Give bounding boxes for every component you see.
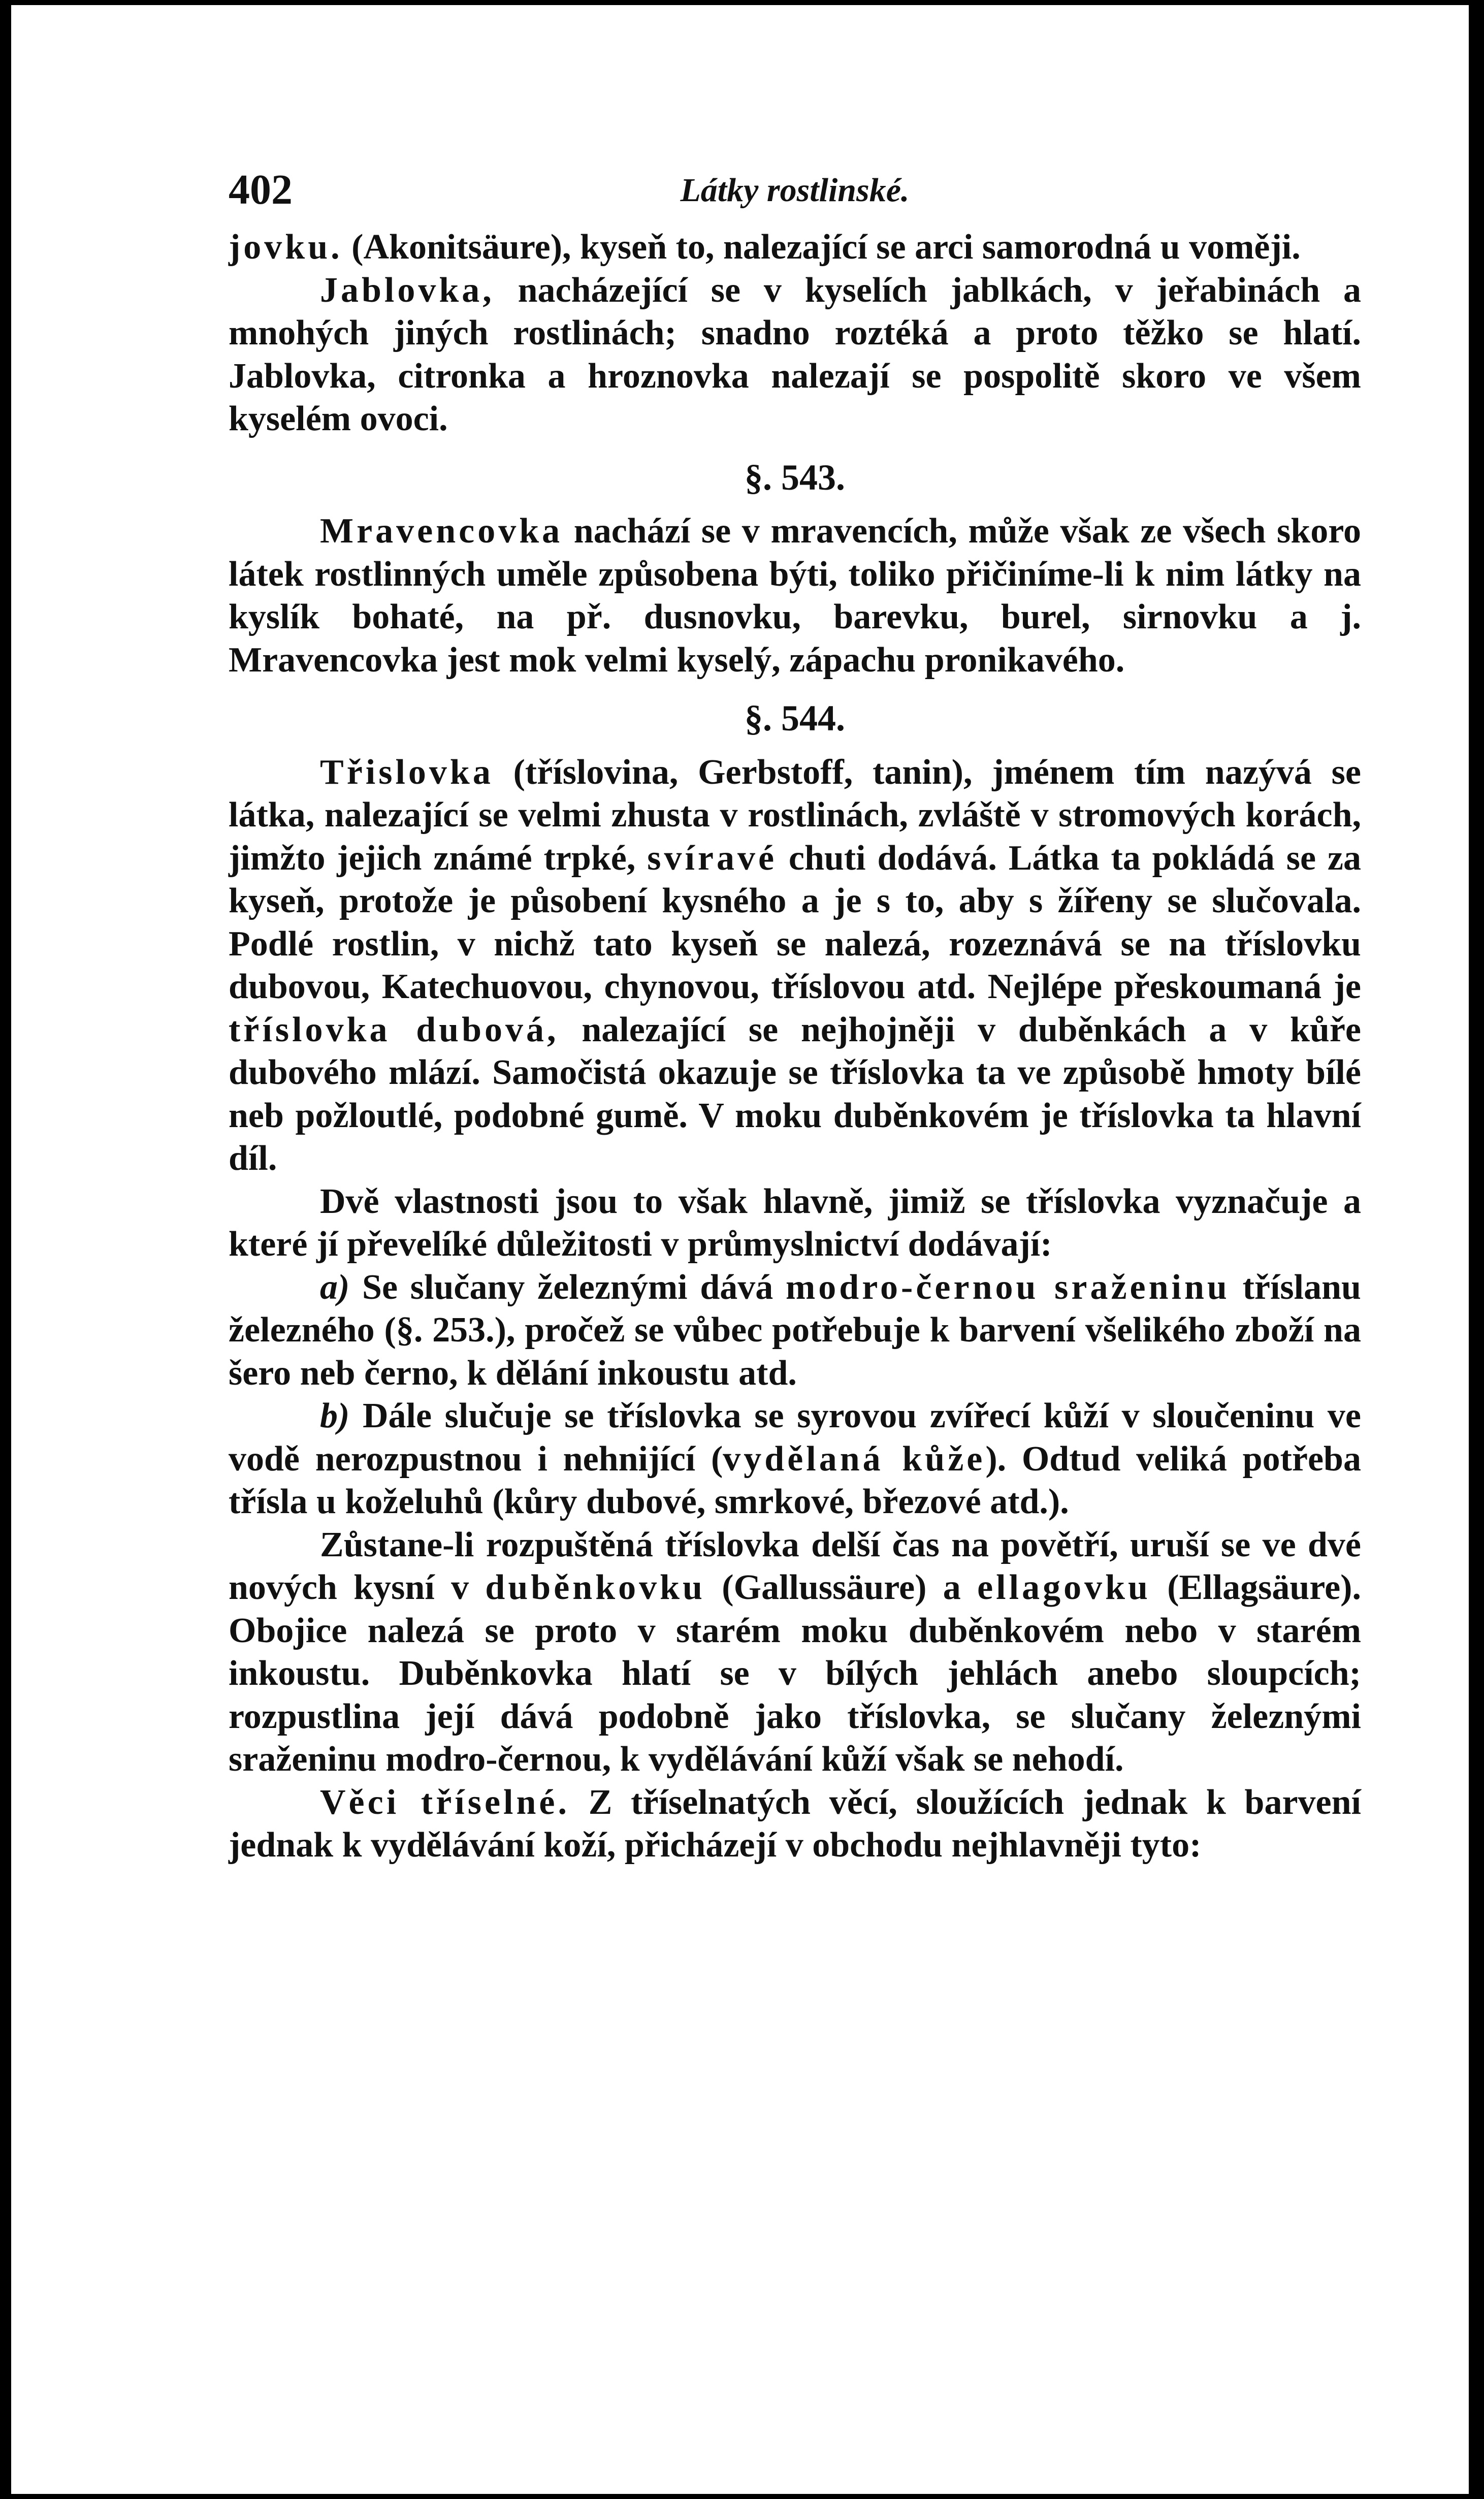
paragraph-1: jovku. (Akonitsäure), kyseň to, nalezající se arci samorodná u voměji.: [229, 228, 1301, 267]
section-heading-543: §. 543.: [745, 457, 845, 498]
section-heading-544: §. 544.: [745, 698, 845, 739]
paragraph-2: Jablovka, nacházející se v kyselích jablkách, v jeřabinách a mnohých jiných rostlinách; snadno roztéká a proto těžko se hlatí. Jablovka, citronka a hroznovka nalezají se pospolitě skoro ve všem kyselém ovoci.: [229, 270, 1361, 438]
scan-border-left: [0, 0, 11, 2499]
term: jovku.: [229, 228, 343, 267]
item-label: b): [320, 1396, 350, 1435]
paragraph-4: Třislovka (tříslovina, Gerbstoff, tanin), jménem tím nazývá se látka, nalezající se velmi zhusta v rostlinách, zvláště v stromových korách, jimžto jejich známé trpké, svíravé chuti dodává. Látka ta pokládá se za kyseň, protože je působení kysného a je s to, aby s žířeny se slučovala. Podlé rostlin, v nichž tato kyseň se nalezá, rozeznává se na tříslovku dubovou, Katechuovou, chynovou, tříslovou atd. Nejlépe přeskoumaná je tříslovka dubová, nalezající se nejhojněji v duběnkách a v kůře dubového mlází. Samočistá okazuje se tříslovka ta ve způsobě hmoty bílé neb požloutlé, podobné gumě. V moku duběnkovém je tříslovka ta hlavní díl.: [229, 752, 1362, 1178]
item-label: a): [320, 1267, 350, 1307]
term: Třislovka: [320, 752, 494, 792]
scan-border-right: [1469, 0, 1484, 2499]
term: Jablovka,: [320, 270, 495, 310]
scan-border-top: [0, 0, 1484, 5]
body-text: [229, 226, 1361, 1867]
term: Mravencovka: [320, 511, 563, 551]
term: Věci tříselné.: [320, 1782, 570, 1822]
paragraph-5: Dvě vlastnosti jsou to však hlavně, jimiž se tříslovka vyznačuje a které jí převelíké důležitosti v průmyslnictví dodávají:: [229, 1181, 1361, 1264]
paragraph-3: Mravencovka nachází se v mravencích, může však ze všech skoro látek rostlinných uměle způsobena býti, toliko přičiníme-li k nim látky na kyslík bohaté, na př. dusnovku, barevku, burel, sirnovku a j. Mravencovka jest mok velmi kyselý, zápachu pronikavého.: [229, 511, 1361, 680]
running-title: Látky rostlinské.: [680, 172, 910, 209]
paragraph-8: Zůstane-li rozpuštěná tříslovka delší čas na povětří, uruší se ve dvé nových kysní v duběnkovku (Gallussäure) a ellagovku (Ellagsäure). Obojice nalezá se proto v starém moku duběnkovém nebo v starém inkoustu. Duběnkovka hlatí se v bílých jehlách anebo sloupcích; rozpustlina její dává podobně jako tříslovka, se slučany železnými sraženinu modro-černou, k vydělávání kůží však se nehodí.: [229, 1525, 1361, 1779]
paragraph-6: a) Se slučany železnými dává modro-černou sraženinu tříslanu železného (§. 253.), pročež se vůbec potřebuje k barvení všelikého zboží na šero neb černo, k dělání inkoustu atd.: [229, 1267, 1361, 1393]
paragraph-9: Věci tříselné. Z tříselnatých věcí, sloužících jednak k barvení jednak k vydělávání koží, přicházejí v obchodu nejhlavněji tyto:: [229, 1782, 1362, 1865]
page-number: 402: [229, 166, 293, 213]
paragraph-7: b) Dále slučuje se tříslovka se syrovou zvířecí kůží v sloučeninu ve vodě nerozpustnou i nehnijící (vydělaná kůže). Odtud veliká potřeba třísla u koželuhů (kůry dubové, smrkové, březové atd.).: [229, 1396, 1361, 1521]
scan-border-bottom: [0, 2494, 1484, 2499]
running-head: [229, 165, 1361, 226]
book-page: [229, 165, 1361, 1867]
